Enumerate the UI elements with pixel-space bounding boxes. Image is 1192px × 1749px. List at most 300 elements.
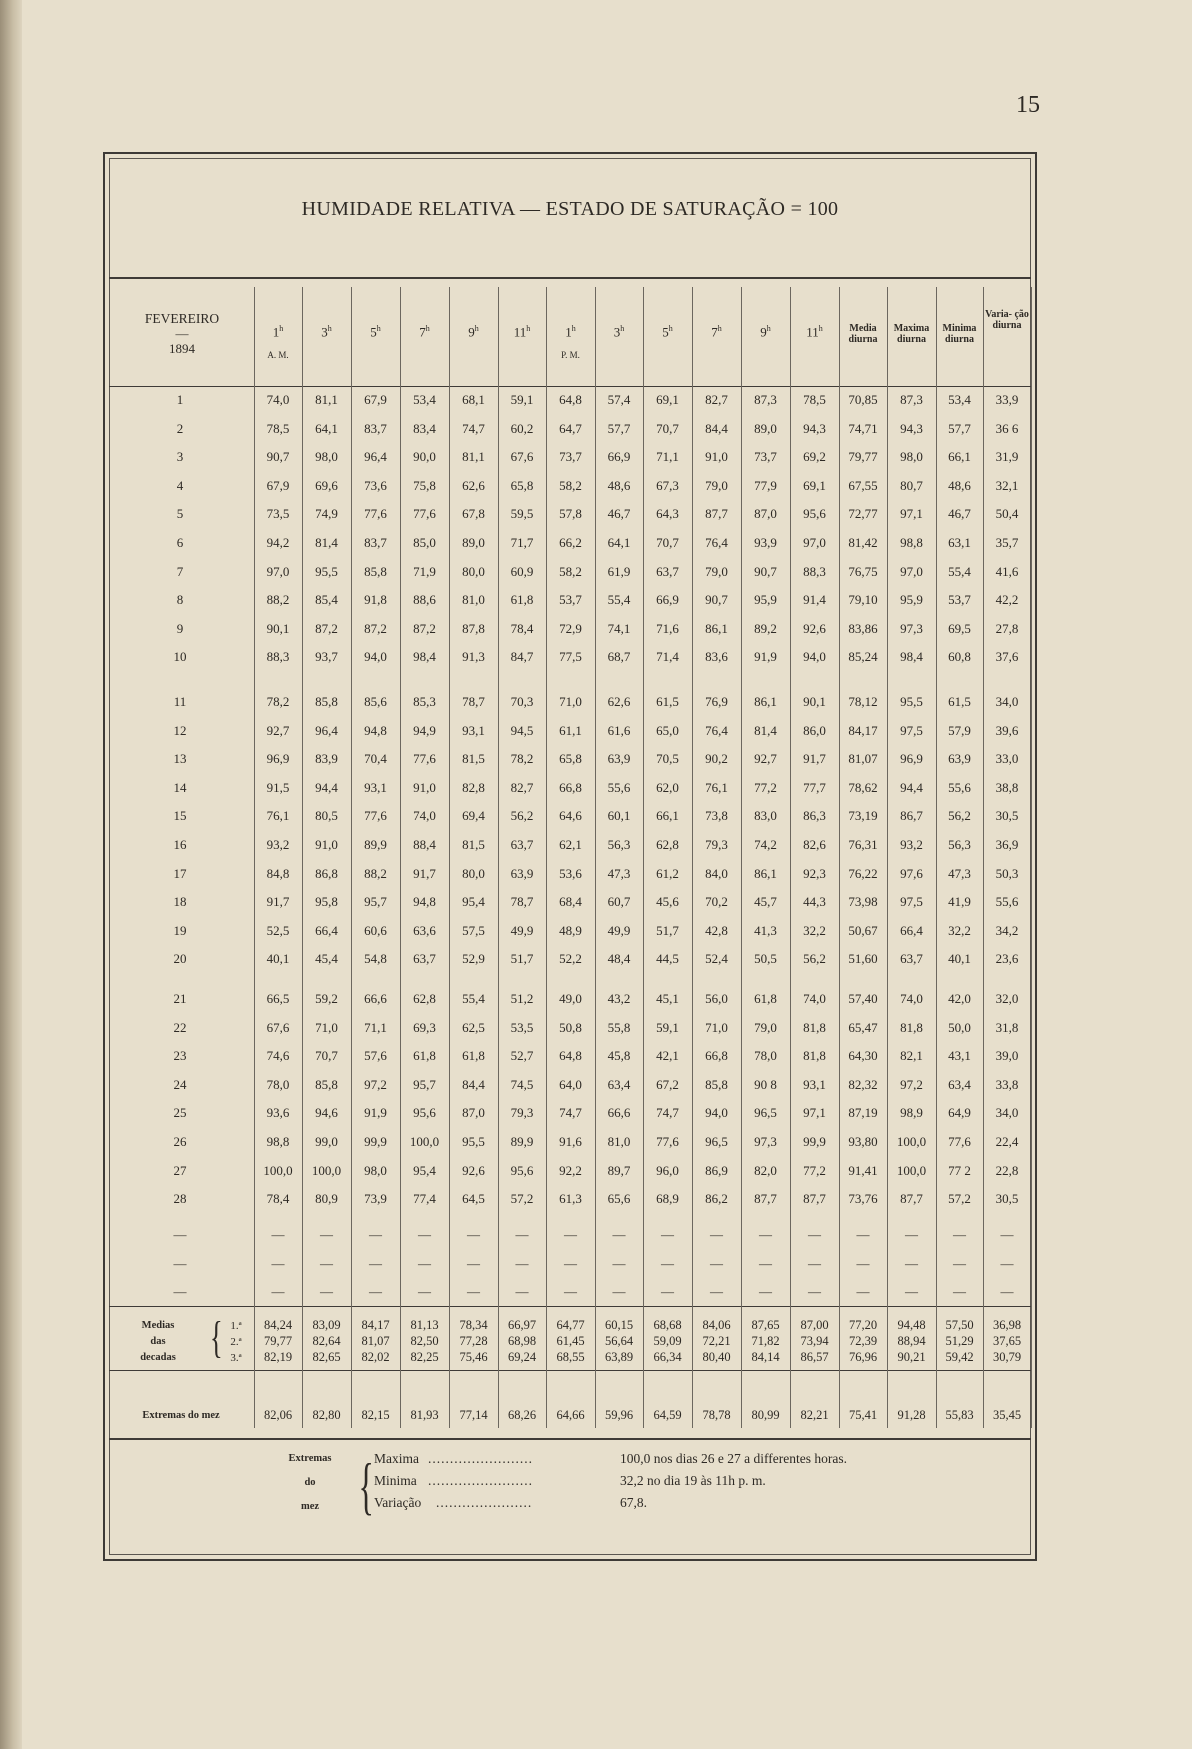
table-cell: 85,8 (315, 1076, 338, 1092)
table-cell: 73,8 (705, 808, 728, 824)
empty-cell-dash: — (612, 1284, 626, 1299)
table-cell: 39,6 (995, 722, 1019, 738)
table-cell: 98,4 (413, 649, 436, 665)
table-cell: 53,5 (510, 1019, 534, 1035)
table-cell: 32,0 (995, 991, 1019, 1006)
table-cell: 62,6 (607, 694, 631, 709)
table-cell: 68,4 (559, 894, 582, 910)
decada-cell: 86,57 (800, 1350, 829, 1364)
table-cell: 93,1 (803, 1076, 826, 1092)
table-cell: 67,6 (266, 1019, 290, 1035)
table-cell: 62,6 (462, 477, 485, 493)
table-cell: 83,86 (848, 620, 878, 636)
table-cell: 88,6 (413, 592, 436, 608)
table-cell: 57,9 (948, 722, 971, 738)
table-cell: 91,0 (705, 449, 728, 465)
table-cell: 94,3 (803, 420, 826, 436)
decada-cell: 82,64 (312, 1334, 341, 1348)
table-cell: 50,67 (848, 922, 878, 938)
table-cell: 55,4 (462, 991, 485, 1006)
table-cell: 67,8 (462, 506, 485, 522)
table-cell: 76,1 (705, 779, 728, 795)
table-cell: 70,2 (705, 894, 728, 910)
summary-item-dots: ........................ (428, 1473, 533, 1488)
hour-header: 11$^h$ (806, 324, 823, 340)
table-cell: 55,4 (948, 563, 971, 579)
table-cell: 95,7 (364, 894, 387, 910)
table-cell: 95,7 (413, 1076, 436, 1092)
table-cell: 23,6 (995, 951, 1019, 967)
decada-cell: 30,79 (992, 1350, 1022, 1364)
table-cell: 94,4 (900, 779, 923, 795)
table-cell: 64,7 (559, 420, 582, 436)
decada-cell: 82,65 (312, 1350, 341, 1364)
table-cell: 100,0 (409, 1134, 440, 1149)
table-cell: 91,5 (266, 779, 290, 795)
decada-cell: 66,34 (653, 1350, 682, 1364)
table-cell: 65,0 (656, 722, 679, 738)
table-cell: 43,1 (948, 1048, 971, 1064)
table-cell: 40,1 (266, 951, 290, 967)
table-cell: 76,4 (705, 722, 728, 738)
table-cell: 93,1 (462, 722, 485, 738)
table-cell: 50,8 (559, 1019, 582, 1035)
table-cell: 90,0 (413, 449, 436, 465)
table-cell: 91,9 (754, 649, 777, 665)
page-number: 15 (1016, 92, 1040, 118)
table-cell: 67,9 (364, 392, 387, 407)
table-cell: 71,0 (559, 694, 582, 709)
decada-cell: 57,50 (945, 1318, 974, 1332)
table-cell: 91,7 (803, 751, 826, 767)
day-number: 2 (176, 420, 184, 436)
table-cell: 54,8 (364, 951, 387, 967)
table-cell: 87,7 (803, 1191, 826, 1207)
decada-cell: 72,21 (702, 1334, 731, 1348)
table-cell: 74,6 (266, 1048, 290, 1064)
day-number: 23 (173, 1048, 187, 1064)
table-cell: 83,9 (315, 751, 338, 767)
table-cell: 61,6 (607, 722, 631, 738)
table-cell: 43,2 (607, 991, 631, 1006)
table-cell: 89,9 (364, 837, 387, 852)
table-cell: 79,3 (705, 837, 728, 852)
decada-cell: 36,98 (992, 1318, 1022, 1332)
empty-cell-dash: — (953, 1284, 966, 1299)
table-cell: 95,5 (462, 1134, 485, 1149)
extremas-mez-cell: 55,83 (945, 1408, 974, 1422)
table-cell: 64,5 (462, 1191, 485, 1207)
table-cell: 66,1 (656, 808, 679, 824)
table-cell: 67,6 (510, 449, 534, 465)
table-cell: 56,2 (803, 951, 826, 967)
table-cell: 61,1 (559, 722, 582, 738)
table-cell: 84,4 (462, 1076, 485, 1092)
table-cell: 66,6 (364, 991, 387, 1006)
table-cell: 78,62 (848, 779, 878, 795)
table-cell: 62,8 (413, 991, 436, 1006)
table-cell: 93,9 (754, 535, 777, 550)
table-cell: 98,0 (900, 449, 923, 465)
decada-cell: 56,64 (604, 1334, 634, 1348)
table-title: HUMIDADE RELATIVA — ESTADO DE SATURAÇÃO = 100 (301, 198, 839, 220)
empty-cell-dash: — (418, 1256, 431, 1271)
table-cell: 94,3 (900, 420, 923, 436)
table-cell: 61,8 (510, 592, 534, 608)
table-cell: 59,1 (510, 392, 534, 407)
table-cell: 73,7 (754, 449, 777, 465)
extremas-mez-cell: 59,96 (604, 1408, 634, 1422)
extremas-mez-cell: 80,99 (751, 1408, 780, 1422)
table-cell: 83,7 (364, 535, 387, 550)
table-cell: 90 8 (754, 1076, 777, 1092)
table-cell: 51,60 (848, 951, 878, 967)
extremas-mez-cell: 82,06 (263, 1408, 293, 1422)
table-cell: 56,2 (510, 808, 534, 824)
empty-cell-dash: — (564, 1227, 577, 1242)
day-number: 9 (176, 620, 184, 636)
decada-cell: 66,97 (507, 1318, 537, 1332)
table-cell: 74,7 (656, 1105, 679, 1121)
table-cell: 86,1 (705, 620, 728, 636)
table-cell: 77,9 (754, 477, 777, 493)
table-cell: 97,6 (900, 865, 923, 881)
empty-cell-dash: — (905, 1256, 918, 1271)
table-cell: 94,8 (413, 894, 436, 910)
table-cell: 78,4 (510, 620, 534, 636)
table-cell: 87,19 (848, 1105, 878, 1121)
table-cell: 92,7 (754, 751, 777, 767)
table-cell: 81,5 (462, 837, 485, 852)
empty-cell-dash: — (320, 1227, 333, 1242)
table-cell: 57,5 (462, 922, 485, 938)
table-cell: 78,2 (266, 694, 290, 709)
table-cell: 87,0 (754, 506, 777, 522)
decada-cell: 60,15 (604, 1318, 634, 1332)
table-cell: 62,5 (462, 1019, 485, 1035)
table-cell: 74,1 (607, 620, 631, 636)
empty-cell-dash: — (953, 1256, 966, 1271)
table-cell: 91,8 (364, 592, 387, 608)
hour-header: 11$^h$ (513, 324, 531, 340)
empty-cell-dash: — (856, 1256, 870, 1271)
table-cell: 94,2 (266, 535, 290, 550)
empty-cell-dash: — (1000, 1227, 1014, 1242)
table-cell: 67,55 (848, 477, 878, 493)
day-number: 5 (176, 506, 184, 522)
decada-cell: 82,19 (263, 1350, 293, 1364)
table-cell: 30,5 (995, 1191, 1019, 1207)
table-cell: 78,5 (803, 392, 826, 407)
table-cell: 77,5 (559, 649, 582, 665)
table-cell: 85,4 (315, 592, 338, 608)
table-cell: 83,0 (754, 808, 777, 824)
table-cell: 87,7 (754, 1191, 777, 1207)
table-cell: 85,8 (315, 694, 338, 709)
decada-cell: 80,40 (702, 1350, 731, 1364)
decada-cell: 51,29 (945, 1334, 974, 1348)
table-cell: 89,2 (754, 620, 777, 636)
table-cell: 47,3 (607, 865, 631, 881)
table-cell: 33,0 (995, 751, 1019, 767)
table-cell: 56,0 (705, 991, 728, 1006)
table-cell: 97,0 (900, 563, 923, 579)
table-cell: 81,0 (462, 592, 485, 608)
extremas-mez-cell: 91,28 (897, 1408, 926, 1422)
table-cell: 65,8 (559, 751, 582, 767)
table-cell: 60,9 (510, 563, 534, 579)
table-cell: 56,3 (948, 837, 971, 852)
table-cell: 83,6 (705, 649, 728, 665)
maxima-diurna-header: Maxima diurna (893, 323, 930, 345)
table-cell: 55,6 (607, 779, 631, 795)
table-cell: 33,9 (995, 392, 1019, 407)
decada-cell: 68,68 (653, 1318, 682, 1332)
table-cell: 78,4 (266, 1191, 290, 1207)
table-cell: 91,7 (266, 894, 290, 910)
table-cell: 92,6 (462, 1162, 485, 1178)
medias-bottom-rule (109, 1370, 1031, 1371)
table-cell: 32,1 (995, 477, 1019, 493)
table-cell: 65,8 (510, 477, 534, 493)
summary-brace: { (358, 1450, 374, 1521)
table-cell: 65,47 (848, 1019, 878, 1035)
table-cell: 81,4 (315, 535, 338, 550)
table-cell: 71,0 (705, 1019, 728, 1035)
medias-top-rule (109, 1306, 1031, 1307)
table-cell: 77,6 (948, 1134, 971, 1149)
table-cell: 48,6 (948, 477, 971, 493)
table-cell: 83,4 (413, 420, 436, 436)
table-cell: 97,0 (266, 563, 290, 579)
decada-cell: 82,50 (410, 1334, 439, 1348)
table-cell: 81,8 (803, 1048, 826, 1064)
table-cell: 97,3 (900, 620, 923, 636)
table-cell: 63,7 (656, 563, 679, 579)
table-cell: 90,1 (266, 620, 290, 636)
table-cell: 66,1 (948, 449, 971, 465)
decada-cell: 84,14 (751, 1350, 780, 1364)
table-cell: 95,6 (803, 506, 826, 522)
table-cell: 80,9 (315, 1191, 338, 1207)
table-cell: 82,1 (900, 1048, 923, 1064)
table-cell: 80,7 (900, 477, 923, 493)
table-cell: 44,3 (803, 894, 826, 910)
table-cell: 66,6 (607, 1105, 631, 1121)
am-label: A. M. (267, 350, 289, 360)
table-cell: 77,6 (364, 506, 387, 522)
empty-cell-dash: — (612, 1256, 626, 1271)
table-cell: 50,0 (948, 1019, 971, 1035)
table-cell: 87,2 (315, 620, 338, 636)
table-cell: 96,9 (266, 751, 290, 767)
empty-cell-dash: — (564, 1284, 577, 1299)
table-cell: 63,7 (900, 951, 923, 967)
table-cell: 86,3 (803, 808, 826, 824)
table-cell: 73,5 (266, 506, 290, 522)
decada-cell: 64,77 (556, 1318, 585, 1332)
day-number: 25 (173, 1105, 187, 1121)
empty-cell-dash: — (953, 1227, 966, 1242)
extremas-mez-cell: 78,78 (702, 1408, 731, 1422)
decadas-label: Medias (141, 1320, 175, 1331)
table-cell: 79,0 (754, 1019, 777, 1035)
table-cell: 64,3 (656, 506, 679, 522)
table-cell: 61,8 (754, 991, 777, 1006)
table-cell: 66,8 (559, 779, 582, 795)
table-cell: 62,1 (559, 837, 582, 852)
table-cell: 98,0 (364, 1162, 387, 1178)
table-cell: 53,6 (559, 865, 582, 881)
table-cell: 80,0 (462, 563, 485, 579)
empty-cell-dash: — (661, 1256, 674, 1271)
hour-header: 7$^h$ (419, 324, 430, 340)
table-cell: 53,4 (413, 392, 436, 407)
day-number: 11 (173, 694, 187, 709)
table-cell: 82,0 (754, 1162, 777, 1178)
table-cell: 63,1 (948, 535, 971, 550)
table-cell: 31,8 (995, 1019, 1019, 1035)
table-cell: 82,32 (848, 1076, 878, 1092)
table-cell: 63,7 (413, 951, 436, 967)
table-cell: 93,6 (266, 1105, 290, 1121)
table-cell: 77,4 (413, 1191, 436, 1207)
table-cell: 73,7 (559, 449, 582, 465)
decadas-label: das (150, 1336, 166, 1347)
table-cell: 90,7 (754, 563, 777, 579)
table-cell: 32,2 (948, 922, 971, 938)
table-cell: 22,8 (995, 1162, 1019, 1178)
table-cell: 90,7 (705, 592, 728, 608)
table-cell: 56,2 (948, 808, 971, 824)
summary-item-value: 100,0 nos dias 26 e 27 a differentes horas. (620, 1451, 847, 1466)
table-cell: 91,6 (559, 1134, 582, 1149)
decada-cell: 82,02 (361, 1350, 390, 1364)
table-cell: 77,6 (413, 506, 436, 522)
table-cell: 61,9 (607, 563, 631, 579)
empty-cell-dash: — (467, 1256, 480, 1271)
table-cell: 78,2 (510, 751, 534, 767)
table-cell: 96,9 (900, 751, 923, 767)
table-cell: 57,2 (510, 1191, 534, 1207)
empty-cell-dash: — (905, 1284, 918, 1299)
table-cell: 80,5 (315, 808, 338, 824)
table-cell: 74,5 (510, 1076, 534, 1092)
table-cell: 89,0 (754, 420, 777, 436)
table-cell: 59,1 (656, 1019, 679, 1035)
table-cell: 55,6 (995, 894, 1019, 910)
table-cell: 90,1 (803, 694, 826, 709)
empty-cell-dash: — (905, 1227, 918, 1242)
table-cell: 81,8 (803, 1019, 826, 1035)
table-cell: 37,6 (995, 649, 1019, 665)
table-cell: 94,5 (510, 722, 534, 738)
table-cell: 98,0 (315, 449, 338, 465)
empty-cell-dash: — (808, 1227, 821, 1242)
table-cell: 52,5 (266, 922, 290, 938)
table-cell: 79,0 (705, 477, 728, 493)
table-cell: 76,4 (705, 535, 728, 550)
table-cell: 57,7 (607, 420, 631, 436)
table-cell: 82,6 (803, 837, 826, 852)
table-cell: 78,0 (754, 1048, 777, 1064)
table-cell: 97,5 (900, 722, 923, 738)
table-cell: 82,8 (462, 779, 485, 795)
table-cell: 57,2 (948, 1191, 971, 1207)
empty-cell-dash: — (320, 1256, 333, 1271)
table-cell: 52,4 (705, 951, 728, 967)
year-label: 1894 (169, 341, 195, 356)
day-number: 26 (173, 1134, 187, 1149)
table-cell: 90,2 (705, 751, 728, 767)
table-cell: 47,3 (948, 865, 971, 881)
day-number: 3 (176, 449, 184, 465)
empty-row-dash: — (173, 1284, 187, 1299)
table-cell: 86,2 (705, 1191, 728, 1207)
extremas-mez-cell: 77,14 (459, 1408, 488, 1422)
decada-cell: 87,65 (751, 1318, 780, 1332)
extremas-mez-cell: 81,93 (410, 1408, 439, 1422)
table-cell: 100,0 (311, 1162, 342, 1178)
table-cell: 88,4 (413, 837, 436, 852)
decada-cell: 94,48 (897, 1318, 926, 1332)
decada-cell: 72,39 (848, 1334, 878, 1348)
table-cell: 98,4 (900, 649, 923, 665)
variacao-diurna-header: Varia- ção diurna (985, 309, 1029, 331)
table-cell: 46,7 (948, 506, 971, 522)
day-number: 14 (173, 779, 187, 795)
table-cell: 86,1 (754, 694, 777, 709)
table-cell: 66,4 (900, 922, 923, 938)
table-cell: 64,8 (559, 1048, 582, 1064)
extremas-mez-cell: 82,15 (361, 1408, 390, 1422)
table-cell: 62,0 (656, 779, 679, 795)
table-cell: 60,7 (607, 894, 631, 910)
table-cell: 48,4 (607, 951, 631, 967)
table-cell: 56,3 (607, 837, 631, 852)
decadas-label: decadas (140, 1352, 176, 1363)
table-cell: 74,7 (559, 1105, 582, 1121)
summary-label: mez (300, 1501, 320, 1512)
table-cell: 97,2 (900, 1076, 923, 1092)
table-cell: 27,8 (995, 620, 1019, 636)
table-cell: 68,1 (462, 392, 485, 407)
table-cell: 64,1 (607, 535, 631, 550)
table-cell: 86,9 (705, 1162, 728, 1178)
day-number: 7 (176, 563, 184, 579)
table-cell: 97,1 (900, 506, 923, 522)
decada-cell: 63,89 (604, 1350, 634, 1364)
table-cell: 69,1 (803, 477, 826, 493)
table-cell: 59,2 (315, 991, 338, 1006)
month-dash: — (175, 326, 189, 341)
empty-cell-dash: — (710, 1284, 723, 1299)
table-cell: 85,3 (413, 694, 436, 709)
table-cell: 81,42 (848, 535, 878, 550)
table-cell: 81,1 (315, 392, 338, 407)
table-cell: 45,7 (754, 894, 777, 910)
table-cell: 93,7 (315, 649, 338, 665)
table-cell: 31,9 (995, 449, 1019, 465)
table-cell: 94,6 (315, 1105, 338, 1121)
day-number: 1 (176, 392, 184, 407)
empty-cell-dash: — (1000, 1284, 1014, 1299)
table-cell: 57,8 (559, 506, 582, 522)
table-cell: 64,30 (848, 1048, 878, 1064)
hour-header: 5$^h$ (370, 324, 381, 340)
table-cell: 87,2 (364, 620, 387, 636)
table-cell: 86,0 (803, 722, 826, 738)
